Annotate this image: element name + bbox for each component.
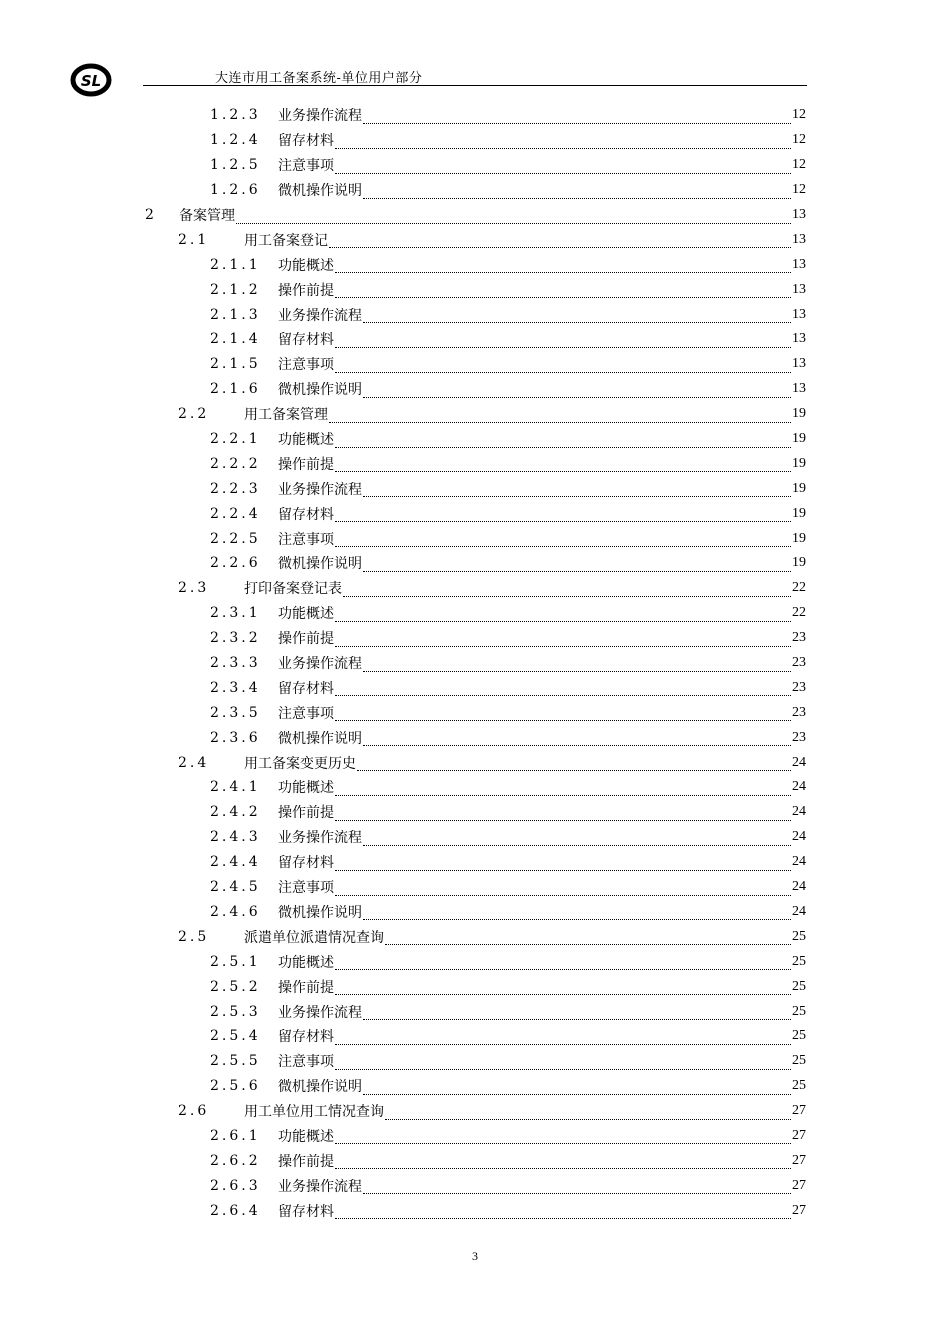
toc-entry-title: 功能概述 <box>278 954 334 971</box>
toc-entry-title: 留存材料 <box>278 1029 334 1046</box>
toc-entry[interactable] <box>0 850 950 875</box>
toc-entry-title: 备案管理 <box>179 208 235 224</box>
toc-entry-number: 2.2.5 <box>210 530 261 547</box>
toc-entry-title: 注意事项 <box>278 531 334 548</box>
toc-entry[interactable] <box>0 153 950 178</box>
toc-entry[interactable] <box>0 775 950 800</box>
toc-entry-title: 留存材料 <box>278 680 334 697</box>
toc-entry-page: 12 <box>792 107 806 123</box>
toc-entry-number: 2.6.1 <box>210 1127 261 1144</box>
toc-dot-leader <box>363 661 791 672</box>
svg-text:SL: SL <box>80 72 102 90</box>
toc-entry-title-line <box>278 1026 806 1046</box>
toc-entry-title-line <box>244 578 806 598</box>
toc-entry[interactable] <box>0 128 950 153</box>
toc-entry-page: 13 <box>792 207 806 222</box>
toc-dot-leader <box>363 1009 791 1020</box>
toc-dot-leader <box>335 984 791 995</box>
toc-entry-page: 23 <box>792 729 806 745</box>
toc-entry-number: 1.2.3 <box>210 107 261 124</box>
toc-entry-page: 19 <box>792 480 806 496</box>
toc-dot-leader <box>335 163 791 174</box>
toc-entry[interactable] <box>0 875 950 900</box>
toc-entry-number: 2.2.6 <box>210 555 261 572</box>
toc-entry-page: 25 <box>792 978 806 994</box>
toc-entry-number: 1.2.4 <box>210 132 261 149</box>
toc-entry-title: 操作前提 <box>278 979 334 996</box>
toc-entry-title-line <box>278 827 806 847</box>
toc-dot-leader <box>335 262 791 273</box>
toc-entry[interactable] <box>0 800 950 825</box>
toc-dot-leader <box>363 113 791 124</box>
toc-dot-leader <box>363 188 791 199</box>
toc-entry-page: 19 <box>792 406 806 422</box>
toc-entry-title: 留存材料 <box>278 855 334 872</box>
toc-entry[interactable] <box>0 227 950 252</box>
toc-entry-title-line <box>278 255 806 275</box>
toc-entry[interactable] <box>0 377 950 402</box>
toc-entry-number: 2.5.6 <box>210 1078 261 1095</box>
toc-dot-leader <box>335 785 791 796</box>
toc-entry-title-line <box>278 553 806 573</box>
toc-entry[interactable] <box>0 1099 950 1124</box>
toc-entry[interactable] <box>0 924 950 949</box>
toc-entry-title-line <box>278 678 806 698</box>
toc-entry[interactable] <box>0 501 950 526</box>
table-of-contents <box>0 103 950 1223</box>
toc-dot-leader <box>335 611 791 622</box>
toc-entry-title-line <box>278 952 806 972</box>
toc-entry[interactable] <box>0 725 950 750</box>
page-number: 3 <box>472 1249 478 1263</box>
toc-entry-title-line <box>278 429 806 449</box>
toc-entry[interactable] <box>0 601 950 626</box>
toc-entry-title-line <box>278 877 806 897</box>
toc-entry-number: 2.1.2 <box>210 281 261 298</box>
toc-entry-title-line <box>244 1101 806 1121</box>
toc-entry-title: 注意事项 <box>278 1054 334 1071</box>
toc-entry-title: 派遣单位派遣情况查询 <box>244 929 384 946</box>
toc-dot-leader <box>385 1109 791 1120</box>
toc-dot-leader <box>335 287 791 298</box>
toc-dot-leader <box>236 213 791 224</box>
toc-entry-title: 功能概述 <box>278 1128 334 1145</box>
toc-entry-page: 13 <box>792 356 806 372</box>
toc-entry-title: 功能概述 <box>278 257 334 274</box>
toc-entry-page: 12 <box>792 157 806 173</box>
toc-dot-leader <box>335 362 791 373</box>
toc-entry[interactable] <box>0 1198 950 1223</box>
toc-entry-title-line <box>278 977 806 997</box>
toc-entry-number: 2.3.2 <box>210 630 261 647</box>
toc-entry[interactable] <box>0 1173 950 1198</box>
toc-entry-title-line <box>278 852 806 872</box>
toc-entry-page: 27 <box>792 1177 806 1193</box>
toc-entry[interactable] <box>0 178 950 203</box>
toc-entry-title: 留存材料 <box>278 1203 334 1220</box>
toc-entry-title-line <box>278 703 806 723</box>
sl-circle-logo-icon <box>70 62 112 98</box>
toc-entry-title: 业务操作流程 <box>278 307 362 324</box>
toc-entry-title-line <box>278 130 806 150</box>
toc-entry-title: 用工备案登记 <box>244 232 328 249</box>
toc-entry-title: 留存材料 <box>278 506 334 523</box>
toc-entry-number: 2.5 <box>178 928 210 945</box>
toc-entry-title: 操作前提 <box>278 282 334 299</box>
toc-dot-leader <box>335 511 791 522</box>
toc-entry[interactable] <box>0 551 950 576</box>
toc-entry[interactable] <box>0 750 950 775</box>
toc-entry-page: 19 <box>792 455 806 471</box>
toc-entry-page: 25 <box>792 1053 806 1069</box>
toc-entry-title: 注意事项 <box>278 158 334 175</box>
toc-entry-title: 注意事项 <box>278 357 334 374</box>
toc-entry-number: 2.3.3 <box>210 655 261 672</box>
toc-entry[interactable] <box>0 427 950 452</box>
toc-entry-page: 19 <box>792 555 806 571</box>
toc-entry-number: 2.6.3 <box>210 1177 261 1194</box>
toc-entry-number: 2.6 <box>178 1103 210 1120</box>
toc-entry-page: 23 <box>792 630 806 646</box>
toc-entry[interactable] <box>0 1148 950 1173</box>
toc-dot-leader <box>335 710 791 721</box>
toc-entry-title: 留存材料 <box>278 332 334 349</box>
toc-dot-leader <box>363 909 791 920</box>
toc-entry-number: 2.4.4 <box>210 854 261 871</box>
toc-entry[interactable] <box>0 277 950 302</box>
toc-dot-leader <box>329 237 791 248</box>
toc-dot-leader <box>385 934 791 945</box>
toc-entry-page: 23 <box>792 655 806 671</box>
toc-entry-title: 微机操作说明 <box>278 556 362 573</box>
toc-entry-page: 25 <box>792 953 806 969</box>
toc-entry[interactable] <box>0 700 950 725</box>
toc-entry-page: 13 <box>792 331 806 347</box>
header-divider <box>143 85 807 86</box>
toc-dot-leader <box>335 1208 791 1219</box>
toc-entry-page: 24 <box>792 829 806 845</box>
toc-entry-page: 25 <box>792 1028 806 1044</box>
toc-entry-title-line <box>278 105 806 125</box>
toc-dot-leader <box>343 586 791 597</box>
toc-dot-leader <box>335 1059 791 1070</box>
toc-entry-title-line <box>278 1076 806 1096</box>
toc-entry-page: 24 <box>792 779 806 795</box>
toc-entry-title-line <box>278 802 806 822</box>
toc-entry[interactable] <box>0 252 950 277</box>
toc-dot-leader <box>335 636 791 647</box>
toc-entry-page: 24 <box>792 903 806 919</box>
toc-entry[interactable] <box>0 974 950 999</box>
toc-entry-number: 2 <box>145 207 157 223</box>
toc-entry-page: 25 <box>792 1003 806 1019</box>
toc-entry-number: 2.2.4 <box>210 505 261 522</box>
toc-entry-title-line <box>278 1126 806 1146</box>
toc-entry-title: 注意事项 <box>278 880 334 897</box>
toc-entry-number: 2.2.1 <box>210 431 261 448</box>
toc-entry[interactable] <box>0 626 950 651</box>
toc-dot-leader <box>363 486 791 497</box>
toc-entry-number: 2.5.4 <box>210 1028 261 1045</box>
toc-entry-page: 12 <box>792 132 806 148</box>
toc-entry-page: 12 <box>792 182 806 198</box>
toc-entry-number: 2.4.6 <box>210 903 261 920</box>
toc-entry-title-line <box>244 927 806 947</box>
toc-entry-title: 操作前提 <box>278 456 334 473</box>
toc-entry-title: 业务操作流程 <box>278 1178 362 1195</box>
toc-entry-title-line <box>278 902 806 922</box>
toc-dot-leader <box>357 760 791 771</box>
toc-entry-number: 2.4.1 <box>210 779 261 796</box>
toc-entry-page: 25 <box>792 928 806 944</box>
toc-entry-title-line <box>278 777 806 797</box>
toc-entry[interactable] <box>0 576 950 601</box>
toc-entry[interactable] <box>0 949 950 974</box>
toc-entry-number: 2.4 <box>178 754 210 771</box>
toc-entry-title: 业务操作流程 <box>278 830 362 847</box>
toc-entry-title-line <box>278 180 806 200</box>
toc-entry[interactable] <box>0 825 950 850</box>
document-header-title: 大连市用工备案系统-单位用户部分 <box>215 71 423 86</box>
toc-entry-title: 微机操作说明 <box>278 183 362 200</box>
toc-entry[interactable] <box>0 302 950 327</box>
toc-entry-number: 2.1.5 <box>210 356 261 373</box>
toc-dot-leader <box>335 1133 791 1144</box>
toc-entry-title: 微机操作说明 <box>278 730 362 747</box>
toc-entry-title: 注意事项 <box>278 705 334 722</box>
toc-dot-leader <box>335 860 791 871</box>
toc-entry-number: 2.3.1 <box>210 605 261 622</box>
toc-entry-number: 2.2.3 <box>210 480 261 497</box>
toc-entry-page: 27 <box>792 1202 806 1218</box>
toc-entry[interactable] <box>0 203 950 228</box>
toc-entry-page: 27 <box>792 1127 806 1143</box>
toc-entry-title-line <box>278 1051 806 1071</box>
toc-entry-number: 2.6.4 <box>210 1202 261 1219</box>
toc-dot-leader <box>329 412 791 423</box>
toc-dot-leader <box>335 536 791 547</box>
toc-entry[interactable] <box>0 103 950 128</box>
toc-dot-leader <box>363 561 791 572</box>
toc-entry-title-line <box>278 728 806 748</box>
toc-entry-title: 操作前提 <box>278 1153 334 1170</box>
toc-dot-leader <box>363 312 791 323</box>
toc-entry-title-line <box>278 329 806 349</box>
toc-entry[interactable] <box>0 352 950 377</box>
toc-entry-number: 2.3.5 <box>210 704 261 721</box>
toc-entry-title-line <box>244 753 806 773</box>
toc-entry-number: 2.1.4 <box>210 331 261 348</box>
toc-entry[interactable] <box>0 1074 950 1099</box>
toc-entry-page: 23 <box>792 704 806 720</box>
toc-entry-page: 24 <box>792 879 806 895</box>
toc-entry-page: 27 <box>792 1103 806 1119</box>
toc-entry[interactable] <box>0 651 950 676</box>
toc-entry-title-line <box>278 305 806 325</box>
toc-entry-title-line <box>278 603 806 623</box>
toc-dot-leader <box>335 138 791 149</box>
toc-entry-number: 2.3.4 <box>210 679 261 696</box>
toc-entry-title: 用工备案变更历史 <box>244 755 356 772</box>
toc-entry[interactable] <box>0 999 950 1024</box>
toc-entry-page: 24 <box>792 854 806 870</box>
toc-entry-title: 微机操作说明 <box>278 904 362 921</box>
toc-entry-title-line <box>278 628 806 648</box>
toc-entry[interactable] <box>0 526 950 551</box>
toc-entry[interactable] <box>0 675 950 700</box>
toc-entry-title-line <box>244 404 806 424</box>
toc-entry-page: 22 <box>792 580 806 596</box>
toc-dot-leader <box>335 810 791 821</box>
toc-entry-number: 2.2.2 <box>210 455 261 472</box>
toc-entry[interactable] <box>0 327 950 352</box>
toc-entry-page: 13 <box>792 381 806 397</box>
toc-entry-number: 2.4.5 <box>210 879 261 896</box>
toc-entry-title: 用工备案管理 <box>244 407 328 424</box>
toc-entry[interactable] <box>0 1049 950 1074</box>
toc-entry-number: 2.1.6 <box>210 381 261 398</box>
toc-entry-title-line <box>278 155 806 175</box>
toc-entry-number: 2.1.1 <box>210 256 261 273</box>
toc-entry-title-line <box>278 529 806 549</box>
toc-entry[interactable] <box>0 1124 950 1149</box>
toc-entry-page: 19 <box>792 505 806 521</box>
toc-entry-page: 19 <box>792 431 806 447</box>
toc-entry-number: 2.5.5 <box>210 1053 261 1070</box>
toc-entry-number: 2.6.2 <box>210 1152 261 1169</box>
toc-entry-number: 2.5.3 <box>210 1003 261 1020</box>
toc-entry-number: 2.4.3 <box>210 829 261 846</box>
toc-entry-title: 操作前提 <box>278 631 334 648</box>
toc-entry-page: 13 <box>792 306 806 322</box>
toc-dot-leader <box>363 735 791 746</box>
toc-entry-title: 业务操作流程 <box>278 108 362 125</box>
toc-entry-title: 留存材料 <box>278 133 334 150</box>
toc-entry[interactable] <box>0 402 950 427</box>
toc-entry-page: 22 <box>792 605 806 621</box>
toc-entry-title: 业务操作流程 <box>278 1004 362 1021</box>
toc-entry-title-line <box>278 454 806 474</box>
toc-entry-number: 2.3 <box>178 580 210 597</box>
toc-entry-page: 25 <box>792 1078 806 1094</box>
toc-dot-leader <box>335 1034 791 1045</box>
toc-entry-title-line <box>179 205 806 225</box>
toc-entry-page: 24 <box>792 804 806 820</box>
toc-entry-title-line <box>278 479 806 499</box>
toc-entry-number: 2.3.6 <box>210 729 261 746</box>
toc-dot-leader <box>363 387 791 398</box>
toc-entry-title: 操作前提 <box>278 805 334 822</box>
toc-dot-leader <box>335 959 791 970</box>
toc-entry-page: 24 <box>792 754 806 770</box>
toc-entry-title-line <box>278 504 806 524</box>
toc-entry-title-line <box>278 280 806 300</box>
toc-entry-title: 打印备案登记表 <box>244 581 342 598</box>
toc-entry-title-line <box>244 230 806 250</box>
toc-entry-title-line <box>278 379 806 399</box>
toc-dot-leader <box>363 1183 791 1194</box>
toc-entry-page: 27 <box>792 1152 806 1168</box>
toc-entry-title: 微机操作说明 <box>278 382 362 399</box>
toc-dot-leader <box>363 1084 791 1095</box>
toc-entry-title-line <box>278 1176 806 1196</box>
toc-entry-number: 1.2.6 <box>210 182 261 199</box>
toc-entry-number: 2.5.1 <box>210 953 261 970</box>
toc-entry-title: 功能概述 <box>278 432 334 449</box>
toc-entry-number: 2.4.2 <box>210 804 261 821</box>
toc-entry-title: 功能概述 <box>278 606 334 623</box>
toc-dot-leader <box>335 337 791 348</box>
toc-entry-title-line <box>278 1151 806 1171</box>
toc-entry-number: 1.2.5 <box>210 157 261 174</box>
toc-dot-leader <box>335 885 791 896</box>
toc-entry[interactable] <box>0 476 950 501</box>
toc-dot-leader <box>335 461 791 472</box>
toc-entry-title: 功能概述 <box>278 780 334 797</box>
toc-entry-page: 13 <box>792 281 806 297</box>
toc-entry-number: 2.5.2 <box>210 978 261 995</box>
toc-entry-title-line <box>278 1002 806 1022</box>
toc-entry-number: 2.1 <box>178 231 210 248</box>
toc-dot-leader <box>363 835 791 846</box>
toc-dot-leader <box>335 685 791 696</box>
toc-entry[interactable] <box>0 900 950 925</box>
toc-entry-title: 业务操作流程 <box>278 656 362 673</box>
toc-entry-title-line <box>278 653 806 673</box>
toc-entry-title: 用工单位用工情况查询 <box>244 1104 384 1121</box>
toc-entry-title: 微机操作说明 <box>278 1079 362 1096</box>
toc-entry-title-line <box>278 354 806 374</box>
toc-entry-page: 23 <box>792 679 806 695</box>
toc-entry-title-line <box>278 1201 806 1221</box>
toc-entry[interactable] <box>0 1024 950 1049</box>
toc-entry-number: 2.2 <box>178 406 210 423</box>
toc-entry-page: 13 <box>792 231 806 247</box>
toc-entry-number: 2.1.3 <box>210 306 261 323</box>
toc-entry-page: 13 <box>792 256 806 272</box>
toc-dot-leader <box>335 1158 791 1169</box>
toc-entry-page: 19 <box>792 530 806 546</box>
toc-dot-leader <box>335 437 791 448</box>
toc-entry[interactable] <box>0 451 950 476</box>
toc-entry-title: 业务操作流程 <box>278 481 362 498</box>
